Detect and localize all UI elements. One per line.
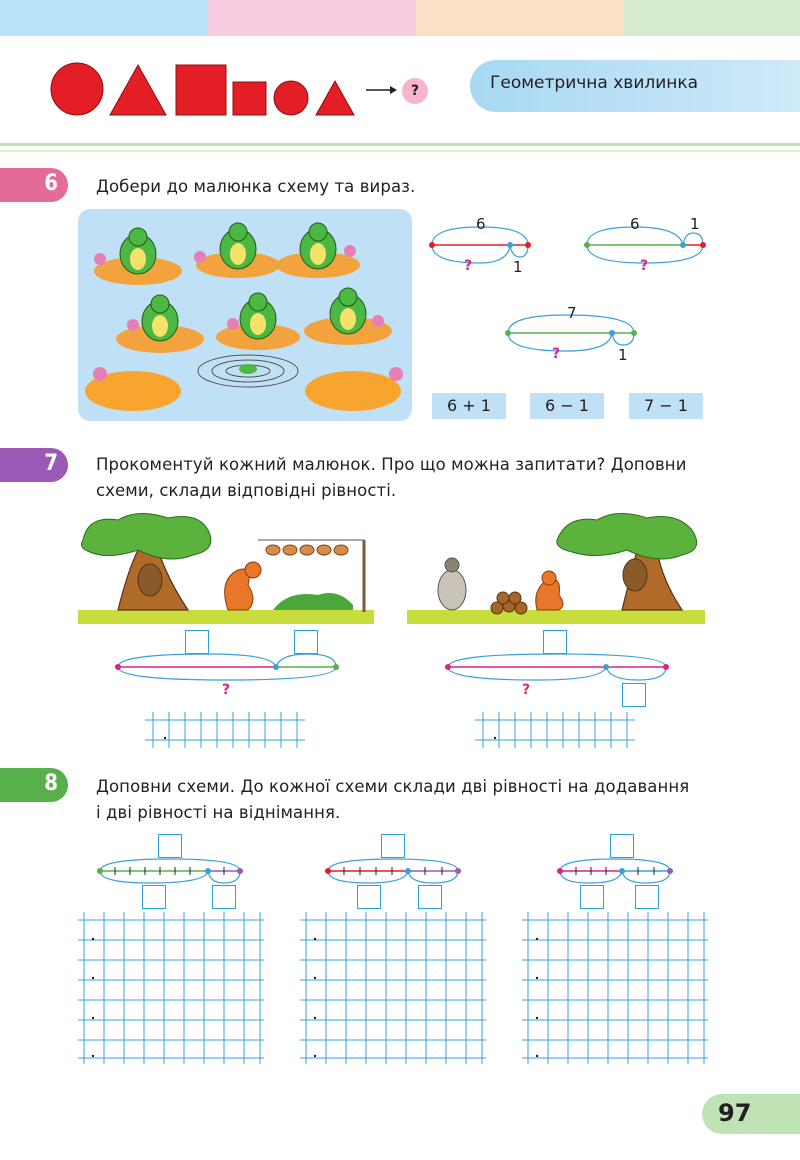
frogs-picture <box>78 209 412 421</box>
question-badge: ? <box>402 78 428 104</box>
scheme-2-top-left: 6 <box>630 215 640 233</box>
answer-box[interactable] <box>357 885 381 909</box>
scheme-2-unknown: ? <box>640 258 649 274</box>
answer-box[interactable] <box>635 885 659 909</box>
task-instruction-line: Доповни схеми. До кожної схеми склади дві рівності на додавання <box>96 777 690 796</box>
small-square-shape <box>233 82 266 115</box>
triangle-shape <box>110 65 166 115</box>
task-number-badge: 6 <box>0 168 68 202</box>
expression-option[interactable]: 6 + 1 <box>432 393 506 419</box>
scheme-unknown: ? <box>222 682 231 698</box>
scheme-3-total: 7 <box>567 304 577 322</box>
task-instruction-line: схеми, склади відповідні рівності. <box>96 481 397 500</box>
task-instruction: Добери до малюнка схему та вираз. <box>96 177 416 196</box>
scheme-unknown: ? <box>522 682 531 698</box>
title-pill <box>470 60 800 112</box>
scheme-squirrel-right <box>438 650 678 690</box>
squirrel-nuts-picture <box>407 510 705 624</box>
square-shape <box>176 65 226 115</box>
expression-option[interactable]: 6 − 1 <box>530 393 604 419</box>
scheme-3-small: 1 <box>618 346 628 364</box>
answer-grid-large[interactable] <box>522 912 708 1064</box>
small-circle-shape <box>274 81 308 115</box>
answer-box[interactable] <box>212 885 236 909</box>
scheme-1-unknown: ? <box>464 258 473 274</box>
small-triangle-shape <box>316 81 354 115</box>
circle-shape <box>51 63 103 115</box>
squirrel-mushrooms-picture <box>78 510 374 624</box>
expression-option[interactable]: 7 − 1 <box>629 393 703 419</box>
task-instruction-line: Прокоментуй кожний малюнок. Про що можна запитати? Доповни <box>96 455 687 474</box>
header-separator <box>0 143 800 146</box>
answer-grid[interactable] <box>475 710 635 750</box>
section-title: Геометрична хвилинка <box>490 73 699 93</box>
segment-scheme-3 <box>550 855 690 891</box>
answer-box[interactable] <box>418 885 442 909</box>
scheme-1-small: 1 <box>513 258 523 276</box>
answer-box[interactable] <box>142 885 166 909</box>
task-number-badge: 7 <box>0 448 68 482</box>
scheme-1-total: 6 <box>476 215 486 233</box>
arrow-icon <box>390 86 397 94</box>
page-number-tab <box>702 1094 800 1134</box>
answer-grid-large[interactable] <box>300 912 486 1064</box>
answer-grid-large[interactable] <box>78 912 264 1064</box>
answer-grid[interactable] <box>145 710 305 750</box>
scheme-2-top-right: 1 <box>690 215 700 233</box>
task-instruction-line: і дві рівності на віднімання. <box>96 803 341 822</box>
task-number-badge: 8 <box>0 768 68 802</box>
answer-box[interactable] <box>580 885 604 909</box>
segment-scheme-2 <box>318 855 468 891</box>
shape-sequence <box>48 60 448 120</box>
scheme-3-unknown: ? <box>552 346 561 362</box>
page-number: 97 <box>718 1099 752 1127</box>
